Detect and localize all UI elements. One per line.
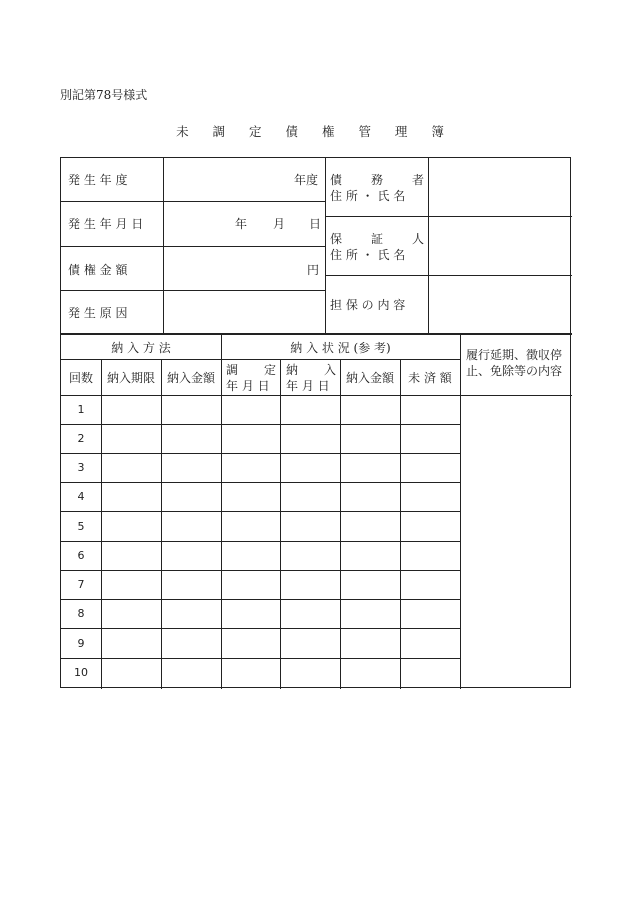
claim-amount-label: 債 権 金 額: [68, 263, 128, 277]
yen-label: 円: [307, 263, 320, 277]
divider-line: [61, 511, 460, 512]
row-number: 8: [77, 607, 85, 620]
divider-line: [101, 359, 102, 689]
row-number: 10: [74, 666, 88, 679]
paid-amount-column-header: 納入金額: [345, 371, 394, 385]
row-number: 1: [77, 403, 85, 416]
payment-status-header: 納 入 状 況 (参 考): [290, 341, 391, 355]
amount-column-header: 納入金額: [166, 371, 215, 385]
adjust-date-header-top: 調 定: [226, 363, 276, 377]
divider-line: [61, 246, 325, 247]
divider-line: [400, 359, 401, 689]
divider-line: [325, 216, 572, 217]
guarantor-address-label: 住 所 ・ 氏 名: [330, 248, 406, 262]
section-divider: [61, 333, 572, 335]
divider-line: [61, 395, 572, 396]
divider-line: [340, 359, 341, 689]
row-number: 6: [77, 549, 85, 562]
row-number: 4: [77, 490, 85, 503]
divider-line: [325, 275, 572, 276]
remarks-header-line1: 履行延期、徴収停: [466, 348, 563, 362]
due-date-column-header: 納入期限: [106, 371, 155, 385]
count-column-header: 回数: [68, 371, 93, 385]
collateral-label: 担 保 の 内 容: [330, 298, 406, 312]
occurrence-cause-label: 発 生 原 因: [68, 306, 128, 320]
debtor-address-label: 住 所 ・ 氏 名: [330, 189, 406, 203]
row-number: 3: [77, 461, 85, 474]
row-number: 5: [77, 520, 85, 533]
divider-line: [61, 359, 460, 360]
form-label: 別記第78号様式: [60, 88, 148, 102]
paid-date-header-top: 納 入: [286, 363, 336, 377]
row-number: 9: [77, 637, 85, 650]
divider-line: [61, 599, 460, 600]
debtor-label: 債 務 者: [330, 173, 424, 187]
paid-date-header-bottom: 年 月 日: [286, 379, 330, 393]
divider-line: [460, 334, 461, 689]
divider-line: [325, 158, 326, 334]
divider-line: [61, 424, 460, 425]
date-year-label: 年: [235, 217, 248, 231]
date-month-label: 月: [273, 217, 286, 231]
year-suffix: 年度: [294, 173, 319, 187]
divider-line: [61, 290, 325, 291]
divider-line: [428, 158, 429, 334]
divider-line: [61, 658, 460, 659]
ledger-form: [60, 157, 571, 688]
occurrence-date-label: 発 生 年 月 日: [68, 217, 144, 231]
remarks-header-line2: 止、免除等の内容: [466, 364, 563, 378]
guarantor-label: 保 証 人: [330, 232, 424, 246]
document-title: 未 調 定 債 権 管 理 簿: [176, 124, 454, 139]
divider-line: [61, 453, 460, 454]
adjust-date-header-bottom: 年 月 日: [226, 379, 270, 393]
divider-line: [61, 201, 325, 202]
row-number: 2: [77, 432, 85, 445]
divider-line: [61, 628, 460, 629]
payment-method-header: 納 入 方 法: [111, 341, 171, 355]
divider-line: [280, 359, 281, 689]
divider-line: [61, 541, 460, 542]
date-day-label: 日: [309, 217, 322, 231]
divider-line: [161, 359, 162, 689]
occurrence-year-label: 発 生 年 度: [68, 173, 128, 187]
divider-line: [61, 570, 460, 571]
divider-line: [61, 482, 460, 483]
unpaid-amount-column-header: 未 済 額: [408, 371, 452, 385]
row-number: 7: [77, 578, 85, 591]
